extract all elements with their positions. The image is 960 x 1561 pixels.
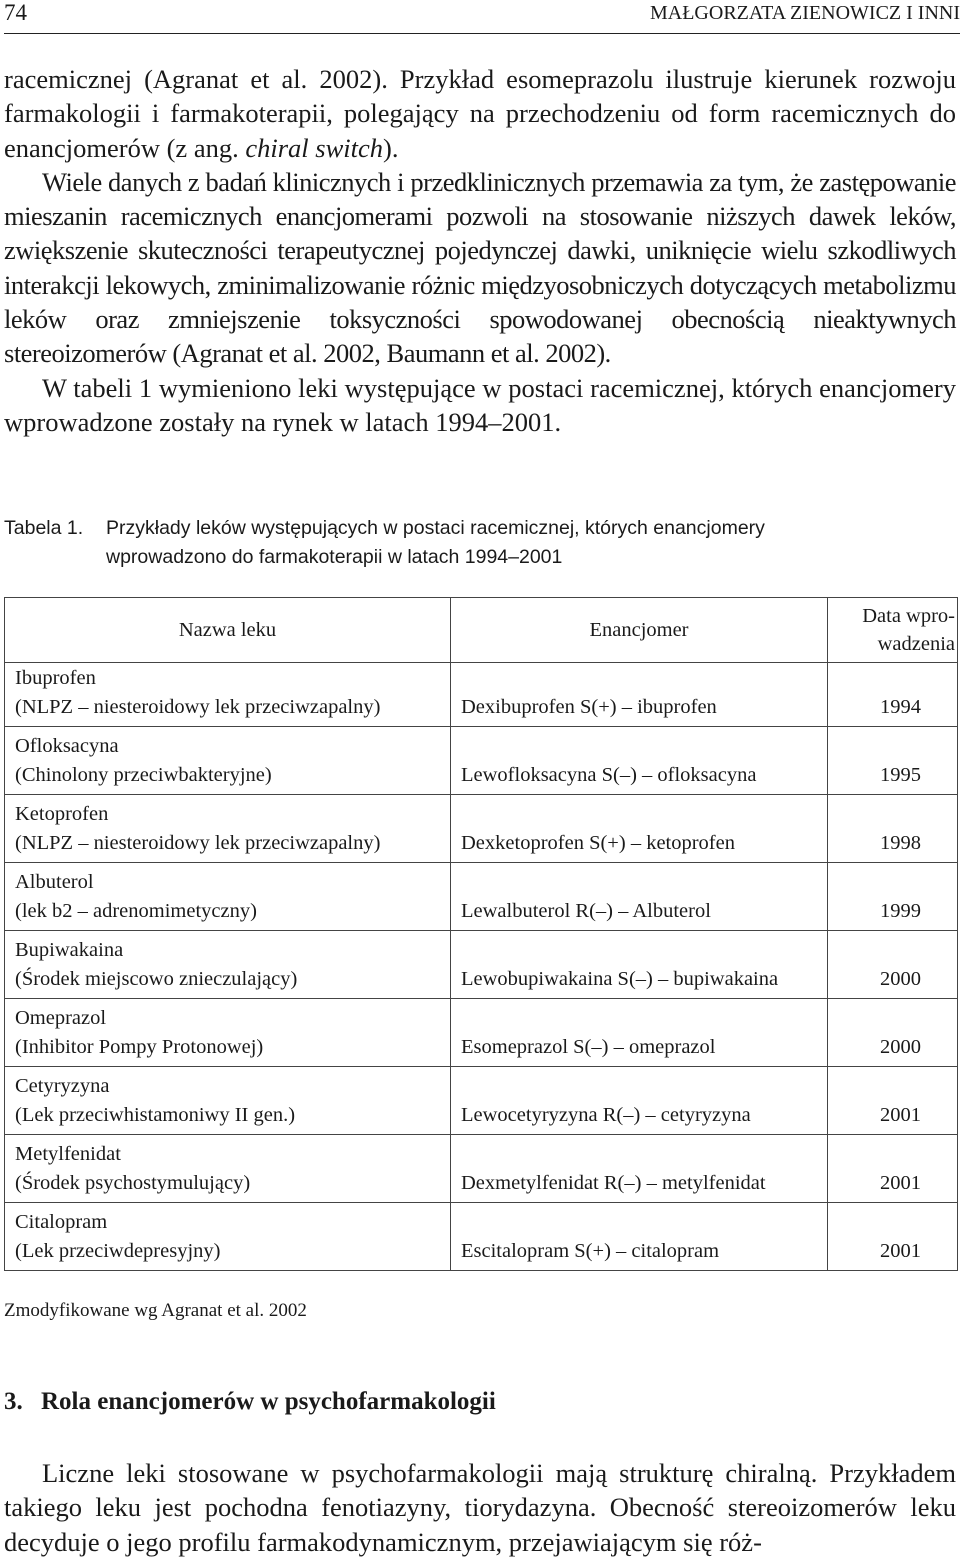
table-row <box>5 863 958 931</box>
drug-class: (Lek przeciwhistamoniwy II gen.) <box>15 1103 296 1126</box>
drug-cell <box>5 1135 451 1203</box>
table-header-row <box>5 598 958 663</box>
drug-cell <box>5 795 451 863</box>
year-cell: 1995 <box>828 727 958 795</box>
table-row <box>5 1135 958 1203</box>
enantiomer-cell: Dexmetylfenidat R(–) – metylfenidat <box>451 1135 828 1203</box>
drug-cell <box>5 663 451 727</box>
body-text-top <box>4 62 956 439</box>
italic-term: chiral switch <box>245 132 383 163</box>
drug-name: Bupiwakaina <box>15 939 124 961</box>
section-title: Rola enancjomerów w psychofarmakologii <box>41 1388 496 1415</box>
enantiomer-cell: Escitalopram S(+) – citalopram <box>451 1203 828 1271</box>
year-cell: 2000 <box>828 999 958 1067</box>
drug-name: Citalopram <box>15 1211 108 1233</box>
paragraph-psychopharmacology: Liczne leki stosowane w psychofarmakologii mają strukturę chiralną. Przykładem takiego leku jest pochodna fenotiazyny, tiorydazyna. Obecność stereoizomerów leku decyduje o jego profilu farmakodynamicznym, przejawiającym się róż- <box>4 1458 956 1557</box>
drug-class: (NLPZ – niesteroidowy lek przeciwzapalny) <box>15 831 381 854</box>
drug-name: Cetyryzyna <box>15 1075 110 1097</box>
page-number: 74 <box>4 0 27 25</box>
table-row <box>5 1067 958 1135</box>
drug-class: (NLPZ – niesteroidowy lek przeciwzapalny) <box>15 695 381 718</box>
table-row <box>5 999 958 1067</box>
table-row <box>5 931 958 999</box>
drug-name: Ofloksacyna <box>15 735 119 757</box>
body-text-bottom <box>4 1456 956 1559</box>
year-cell: 1994 <box>828 663 958 727</box>
drug-table <box>4 597 958 1271</box>
table-caption-line2: wprowadzono do farmakoterapii w latach 1994–2001 <box>106 546 563 568</box>
year-cell: 2000 <box>828 931 958 999</box>
drug-name: Ketoprofen <box>15 803 109 825</box>
drug-cell <box>5 931 451 999</box>
drug-name: Metylfenidat <box>15 1143 121 1165</box>
table-caption-line1: Przykłady leków występujących w postaci racemicznej, których enancjomery <box>106 517 765 539</box>
drug-cell <box>5 727 451 795</box>
header-enantiomer: Enancjomer <box>451 598 828 663</box>
paragraph-table-intro: W tabeli 1 wymieniono leki występujące w postaci racemicznej, których enancjomery wprowadzone zostały na rynek w latach 1994–2001. <box>4 372 956 437</box>
drug-cell <box>5 1203 451 1271</box>
year-cell: 2001 <box>828 1203 958 1271</box>
drug-cell <box>5 863 451 931</box>
table-row <box>5 727 958 795</box>
drug-class: (Inhibitor Pompy Protonowej) <box>15 1035 264 1058</box>
drug-class: (Środek psychostymulujący) <box>15 1171 251 1194</box>
table-row <box>5 795 958 863</box>
paragraph-continuation: racemicznej (Agranat et al. 2002). Przykład esomeprazolu ilustruje kierunek rozwoju farmakologii i farmakoterapii, polegający na przechodzeniu od form racemicznych do enancjomerów (z ang. chiral switch). <box>4 64 956 163</box>
page-header <box>4 0 960 36</box>
section-number: 3. <box>4 1388 23 1415</box>
paragraph-advantages: Wiele danych z badań klinicznych i przedklinicznych przemawia za tym, że zastępowanie mieszanin racemicznych enancjomerami pozwoli na stosowanie niższych dawek leków, zwiększenie skuteczności terapeutycznej pojedynczej dawki, uniknięcie wielu szkodliwych interakcji lekowych, zminimalizowanie różnic międzyosobniczych dotyczących metabolizmu leków oraz zmniejszenie toksyczności spowodowanej obecnością nieaktywnych stereoizomerów (Agranat et al. 2002, Baumann et al. 2002). <box>4 166 956 369</box>
year-cell: 2001 <box>828 1135 958 1203</box>
drug-name: Albuterol <box>15 871 94 893</box>
enantiomer-cell: Lewalbuterol R(–) – Albuterol <box>451 863 828 931</box>
drug-class: (Chinolony przeciwbakteryjne) <box>15 763 272 786</box>
table-source-note: Zmodyfikowane wg Agranat et al. 2002 <box>4 1300 307 1321</box>
table-row <box>5 663 958 727</box>
drug-name: Omeprazol <box>15 1007 107 1029</box>
enantiomer-cell: Lewobupiwakaina S(–) – bupiwakaina <box>451 931 828 999</box>
drug-cell <box>5 999 451 1067</box>
drug-class: (Środek miejscowo znieczulający) <box>15 967 298 990</box>
drug-class: (lek b2 – adrenomimetyczny) <box>15 899 257 922</box>
running-head-authors: MAŁGORZATA ZIENOWICZ I INNI <box>649 2 960 24</box>
enantiomer-cell: Lewocetyryzyna R(–) – cetyryzyna <box>451 1067 828 1135</box>
section-heading <box>4 1388 496 1416</box>
enantiomer-cell: Dexketoprofen S(+) – ketoprofen <box>451 795 828 863</box>
header-date: Data wpro- wadzenia <box>828 598 958 663</box>
enantiomer-cell: Esomeprazol S(–) – omeprazol <box>451 999 828 1067</box>
enantiomer-cell: Lewofloksacyna S(–) – ofloksacyna <box>451 727 828 795</box>
year-cell: 1999 <box>828 863 958 931</box>
year-cell: 1998 <box>828 795 958 863</box>
drug-name: Ibuprofen <box>15 667 96 689</box>
year-cell: 2001 <box>828 1067 958 1135</box>
header-rule <box>4 33 960 34</box>
enantiomer-cell: Dexibuprofen S(+) – ibuprofen <box>451 663 828 727</box>
table-caption-label: Tabela 1. <box>4 517 84 539</box>
header-drug-name: Nazwa leku <box>5 598 451 663</box>
drug-class: (Lek przeciwdepresyjny) <box>15 1239 221 1262</box>
table-row <box>5 1203 958 1271</box>
drug-cell <box>5 1067 451 1135</box>
